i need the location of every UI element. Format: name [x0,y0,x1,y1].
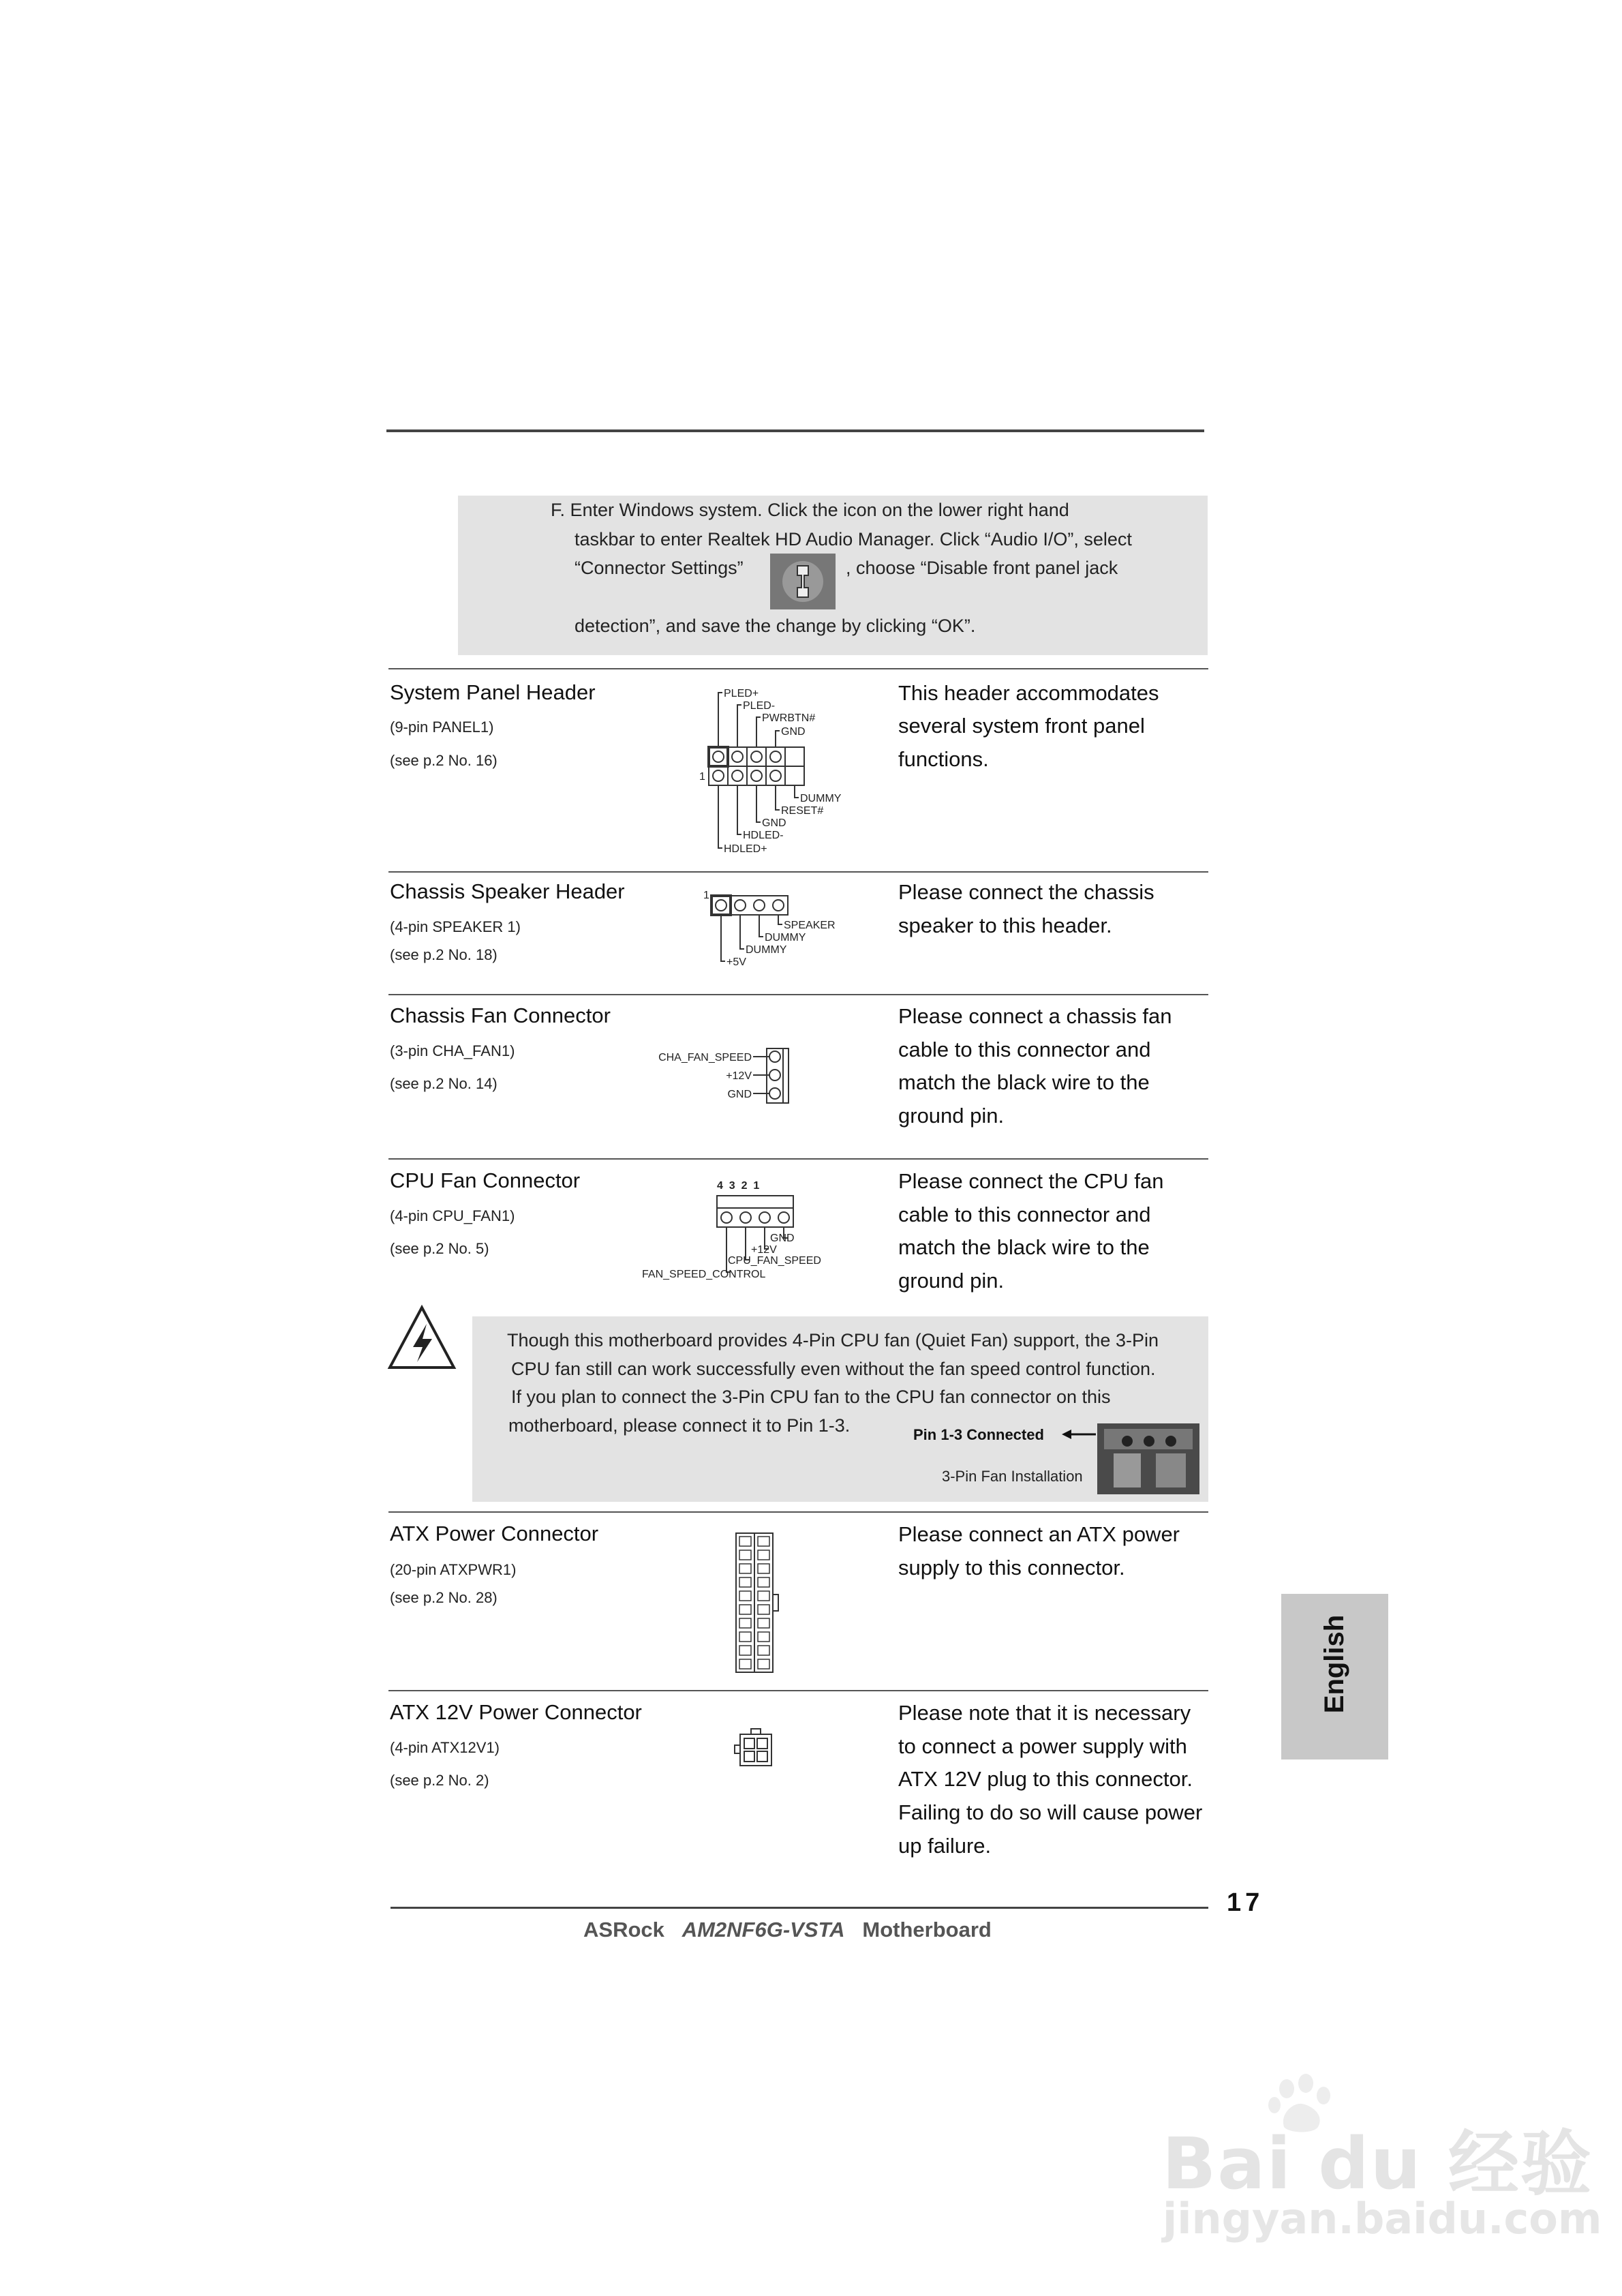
section-title-cpu-fan: CPU Fan Connector [390,1168,581,1192]
atx-pin-cell [739,1632,751,1642]
section-sub1: (4-pin CPU_FAN1) [390,1207,515,1224]
divider [388,1690,1208,1691]
section-title-chassis-fan: Chassis Fan Connector [390,1003,611,1027]
section-desc-line: Please connect an ATX power [898,1522,1180,1546]
diagram-label: DUMMY [746,944,787,956]
diagram-label: HDLED+ [724,843,767,855]
atx-pin-cell [739,1577,751,1587]
atx-pin-cell [739,1618,751,1628]
section-sub2: (see p.2 No. 18) [390,946,498,963]
atx-pin-cell [739,1659,751,1669]
divider [388,871,1208,873]
atx-pin-cell [739,1564,751,1573]
warning-triangle-icon [386,1303,458,1372]
atx-pin-cell [758,1591,769,1601]
section-desc-line: Please connect the chassis [898,880,1154,904]
footer-product: Motherboard [862,1918,992,1942]
section-desc-line: ground pin. [898,1104,1005,1128]
footer-brand: ASRock [583,1918,664,1942]
divider [388,994,1208,995]
section-title-system-panel: System Panel Header [390,680,596,704]
section-desc-line: up failure. [898,1834,992,1858]
section-desc-line: This header accommodates [898,681,1159,705]
note-line-2: taskbar to enter Realtek HD Audio Manager. Click “Audio I/O”, select [575,529,1132,549]
connector-settings-icon[interactable] [770,554,836,609]
diagram-label: PLED- [743,700,776,712]
section-desc-line: match the black wire to the [898,1235,1150,1259]
diagram-label: PLED+ [724,688,759,699]
note-line-3b: , choose “Disable front panel jack [846,558,1118,578]
section-desc-line: ground pin. [898,1269,1005,1293]
diagram-label: GND [727,1089,752,1100]
atx-pin-cell [758,1618,769,1628]
atx12v-diagram [731,1727,778,1770]
baidu-watermark-url: jingyan.baidu.com [1163,2194,1602,2244]
speaker-header-diagram [702,886,859,975]
footer-rule [391,1907,1208,1909]
atx-pin-cell [758,1577,769,1587]
divider [388,668,1208,669]
section-desc-line: ATX 12V plug to this connector. [898,1767,1193,1791]
footer-model: AM2NF6G-VSTA [682,1918,845,1942]
atx-pin-cell [739,1550,751,1560]
section-sub2: (see p.2 No. 2) [390,1772,489,1789]
section-sub2: (see p.2 No. 14) [390,1075,498,1092]
section-title-atx-power: ATX Power Connector [390,1522,599,1545]
diagram-label: GND [762,817,786,829]
note-line-4: detection”, and save the change by clicking “OK”. [575,616,976,636]
atx-pin-cell [758,1550,769,1560]
divider [388,1158,1208,1160]
diagram-label: GND [770,1233,795,1244]
section-desc-line: match the black wire to the [898,1070,1150,1094]
atx-pin-cell [758,1564,769,1573]
fan-installation-photo [1097,1423,1199,1494]
section-desc-line: speaker to this header. [898,913,1112,937]
diagram-label: PWRBTN# [762,712,816,724]
atx-pin-cell [758,1646,769,1655]
section-sub2: (see p.2 No. 16) [390,752,498,769]
section-sub1: (4-pin SPEAKER 1) [390,918,521,935]
atx-pin-cell [739,1605,751,1614]
section-title-atx12v: ATX 12V Power Connector [390,1700,642,1724]
section-desc-line: Please connect a chassis fan [898,1004,1172,1028]
diagram-label: HDLED- [743,830,784,841]
atx-pin-cell [758,1537,769,1546]
diagram-label: DUMMY [800,793,842,804]
diagram-label: GND [781,726,806,738]
section-desc-line: Please connect the CPU fan [898,1169,1164,1193]
diagram-label: +5V [726,956,746,968]
atx-power-diagram [733,1530,781,1675]
pin-connected-label: Pin 1-3 Connected [913,1426,1044,1443]
diagram-label: +12V [726,1070,752,1082]
arrow-left-icon [1062,1428,1096,1441]
section-sub1: (3-pin CHA_FAN1) [390,1042,515,1059]
section-desc-line: cable to this connector and [898,1203,1151,1226]
section-desc-line: several system front panel [898,714,1145,738]
diagram-label: +12V [751,1244,777,1256]
cpu-fan-diagram [641,1173,845,1285]
diagram-label: CPU_FAN_SPEED [728,1255,821,1267]
atx-pin-cell [758,1632,769,1642]
footer-text [583,1918,992,1942]
note-line-3a: “Connector Settings” [575,558,744,578]
page-number: 17 [1227,1888,1264,1917]
chassis-fan-diagram [651,1043,808,1104]
section-desc-line: to connect a power supply with [898,1734,1187,1758]
diagram-label: CHA_FAN_SPEED [658,1052,752,1063]
section-desc-line: Please note that it is necessary [898,1701,1191,1725]
warning-line: motherboard, please connect it to Pin 1-3. [508,1415,851,1436]
baidu-watermark-logo: Bai du 经验 [1162,2122,1593,2205]
section-sub1: (4-pin ATX12V1) [390,1739,500,1756]
section-sub1: (9-pin PANEL1) [390,719,494,736]
section-sub1: (20-pin ATXPWR1) [390,1561,517,1578]
warning-line: Though this motherboard provides 4-Pin CPU fan (Quiet Fan) support, the 3-Pin [507,1330,1159,1350]
section-sub2: (see p.2 No. 28) [390,1589,498,1606]
pin1-label: 1 [703,890,709,901]
section-sub2: (see p.2 No. 5) [390,1240,489,1257]
atx-pin-cell [758,1605,769,1614]
system-panel-diagram [695,682,859,859]
section-title-chassis-speaker: Chassis Speaker Header [390,879,625,903]
section-desc-line: cable to this connector and [898,1038,1151,1061]
section-desc-line: Failing to do so will cause power [898,1800,1203,1824]
section-desc-line: supply to this connector. [898,1556,1125,1580]
fan-installation-caption: 3-Pin Fan Installation [942,1468,1083,1485]
atx-pin-cell [758,1659,769,1669]
warning-line: If you plan to connect the 3-Pin CPU fan to the CPU fan connector on this [511,1387,1111,1407]
divider [388,1511,1208,1513]
pin1-label: 1 [699,771,705,783]
atx-pin-cell [739,1537,751,1546]
note-line-1: F. Enter Windows system. Click the icon on the lower right hand [551,500,1069,520]
pin-numbers: 4 3 2 1 [717,1180,760,1192]
diagram-label: FAN_SPEED_CONTROL [642,1269,766,1280]
atx-pin-cell [739,1646,751,1655]
header-rule [386,429,1204,432]
atx-pin-cell [739,1591,751,1601]
section-desc-line: functions. [898,747,989,771]
language-tab-label: English [1319,1614,1349,1714]
diagram-label: RESET# [781,805,824,817]
warning-line: CPU fan still can work successfully even without the fan speed control function. [511,1359,1156,1379]
diagram-label: DUMMY [765,932,806,943]
diagram-label: SPEAKER [784,920,836,931]
